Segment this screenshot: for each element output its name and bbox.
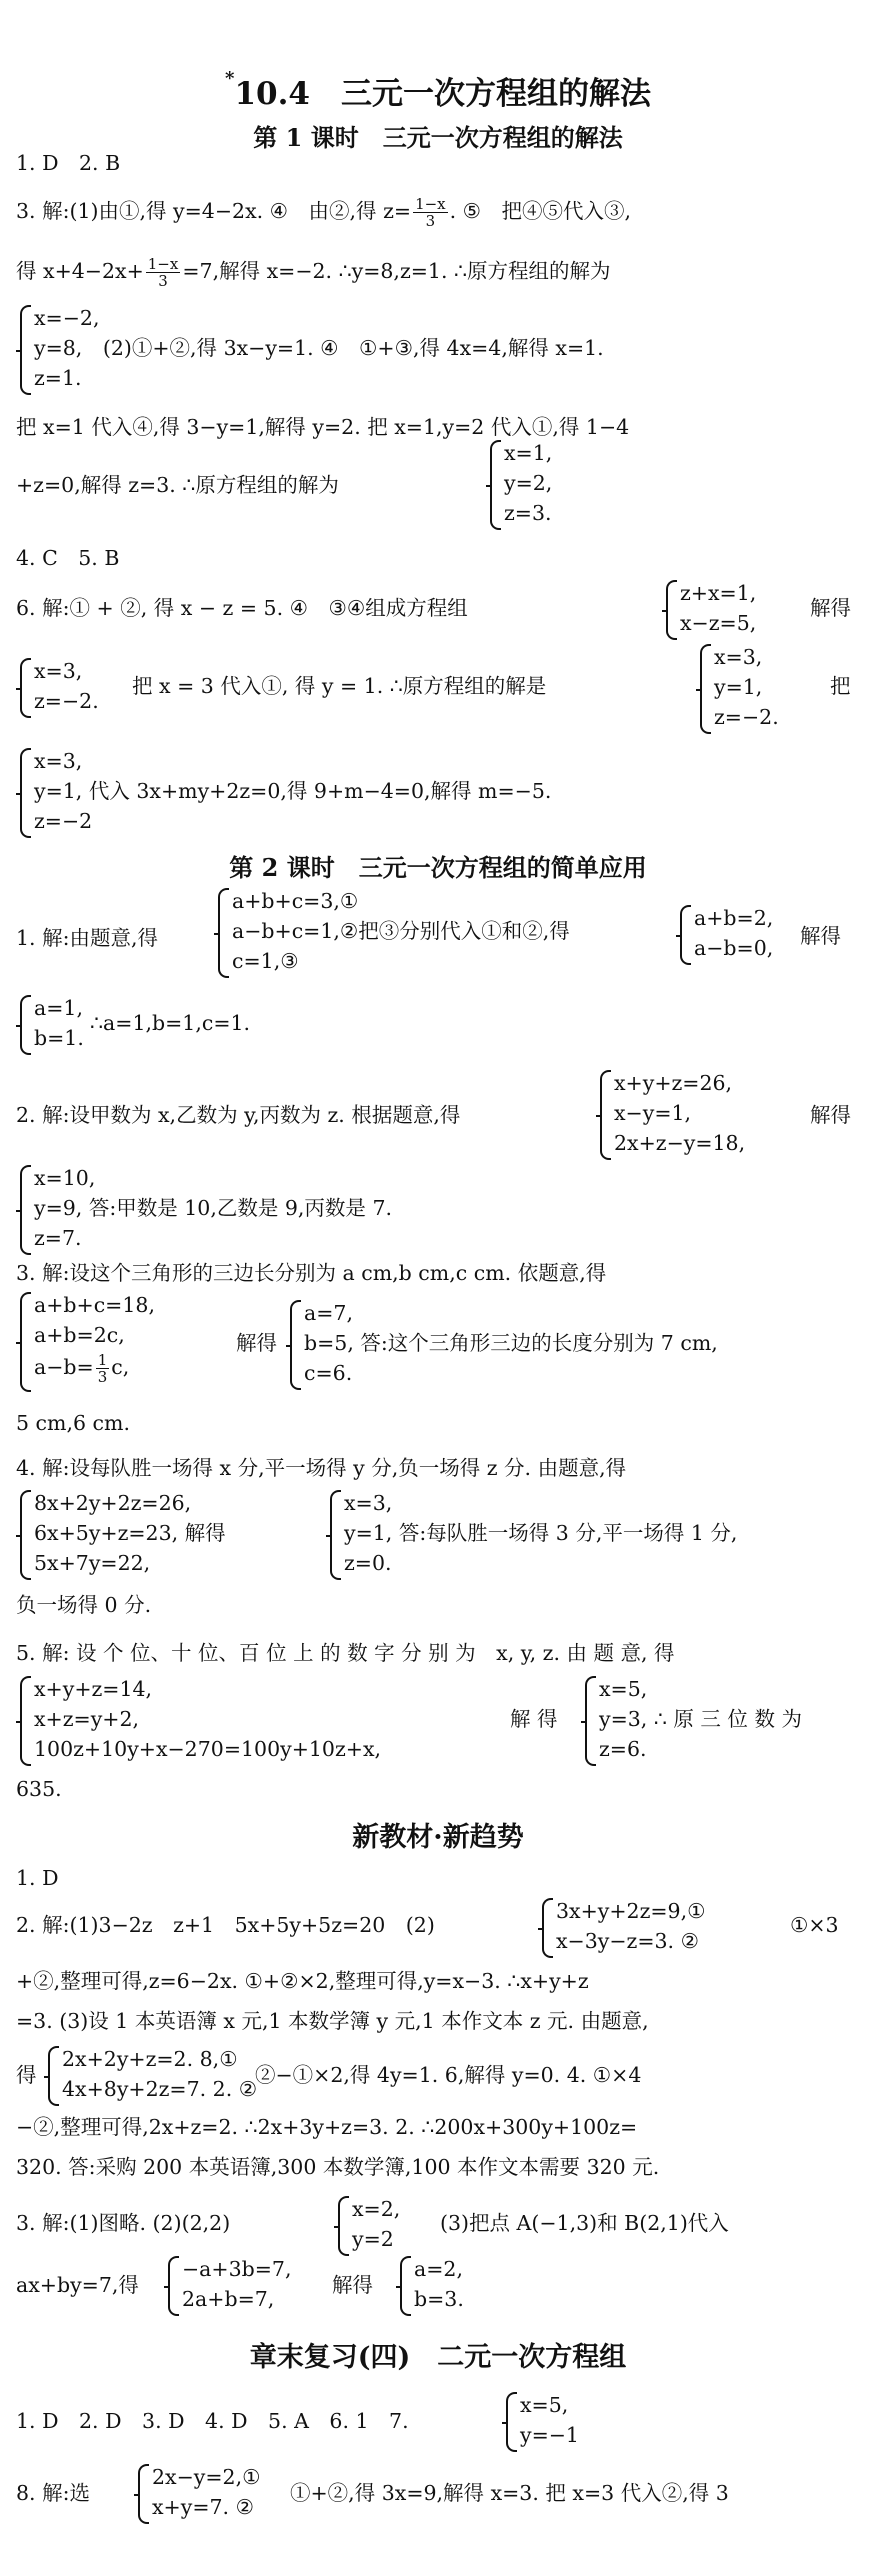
q3-line-e: +z=0,解得 z=3. ∴原方程组的解为: [16, 473, 339, 497]
title-text: 三元一次方程组的解法: [340, 76, 651, 112]
p5-line-d: 635.: [16, 1777, 62, 1801]
r8-line-a-end: ①+②,得 3x=9,解得 x=3. 把 x=3 代入②,得 3: [290, 2481, 729, 2505]
title-star: *: [225, 68, 235, 89]
p1-conclusion: ∴a=1,b=1,c=1.: [90, 1011, 251, 1035]
fraction: $\frac{1-x}{3}$: [147, 255, 179, 290]
section-new-heading: 新教材·新趋势: [352, 1822, 524, 1853]
p3-line-d: 5 cm,6 cm.: [16, 1411, 130, 1435]
n2-line-d: 得: [16, 2063, 37, 2087]
n3-solve-word: 解得: [332, 2273, 373, 2297]
section-review-heading: 章末复习(四) 二元一次方程组: [249, 2342, 627, 2373]
n3-line-a-end: (3)把点 A(−1,3)和 B(2,1)代入: [440, 2211, 729, 2235]
answer-page: *10.4 三元一次方程组的解法 第 1 课时 三元一次方程组的解法 1. D 2. B 3. 解:(1)由①,得 y=4−2x. ④ 由②,得 z= $\frac{1-x}{3}$ . ⑤ 把④⑤代入③, 得 x+4−2x+ $\frac{1-x}{3}$ =7,解得 x=−2. ∴y=8,z=1. ∴原方程组的解为 x=−2, y=8, (2)①+②,得 3x−y=1. ④ ①+③,得 4x=4,解得 x=1. z=1. 把 x=1 代入④,得 3−y=1,解得 y=2. 把 x=1,y=2 代入①,得 1−4 +z=0,解得 z=3. ∴原方程组的解为 x=1, y=2, z=3. 4. C 5. B 6. 解:① + ②, 得 x − z = 5. ④ ③④组成方程组 z+x=1, x−z=5, 解得 x=3, z=−2. 把 x = 3 代入①, 得 y = 1. ∴原方程组的解是 x=3, y=1, z=−2. 把 x=3, y=1, 代入 3x+my+2z=0,得 9+m−4=0,解得 m=−5. z=−2 第 2 课时 三元一次方程组的简单应用 1. 解:由题意,得 a+b+c=3,① a−b+c=1,②把③分别代入①和②,得 c=1,③ a+b=2, a−b=0, 解得 a=1, b=1. ∴a=1,b=1,c=1. 2. 解:设甲数为 x,乙数为 y,丙数为 z. 根据题意,得 x+y+z=26, x−y=1, 2x+z−y=18, 解得 x=10, y=9, 答:甲数是 10,乙数是 9,丙数是 7. z=7. 3. 解:设这个三角形的三边长分别为 a cm,b cm,c cm. 依题意,得 a+b+c=18, a+b=2c, a−b= $\frac{1}{3}$ c, 解得 a=7, b=5, 答:这个三角形三边的长度分别为 7 cm, c=6. 5 cm,6 cm. 4. 解:设每队胜一场得 x 分,平一场得 y 分,负一场得 z 分. 由题意,得 8x+2y+2z=26, 6x+5y+z=23, 解得 5x+7y=22, x=3, y=1, 答:每队胜一场得 3 分,平一场得 1 分, z=0. 负一场得 0 分. 5. 解: 设 个 位、十 位、百 位 上 的 数 字 分 别 为 x, y, z. 由 题 意, 得 x+y+z=14, x+z=y+2, 100z+10y+x−270=100y+10z+x, 解 得 x=5, y=3, ∴ 原 三 位 数 为 z=6. 635. 新教材·新趋势 1. D 2. 解:(1)3−2z z+1 5x+5y+5z=20 (2) 3x+y+2z=9,① x−3y−z=3. ② ①×3 +②,整理可得,z=6−2x. ①+②×2,整理可得,y=x−3. ∴x+y+z =3. (3)设 1 本英语簿 x 元,1 本数学簿 y 元,1 本作文本 z 元. 由题意, 得 2x+2y+z=2. 8,① 4x+8y+2z=7. 2. ② ②−①×2,得 4y=1. 6,解得 y=0. 4. ①×4 −②,整理可得,2x+z=2. ∴2x+3y+z=3. 2. ∴200x+300y+100z= 320. 答:采购 200 本英语簿,300 本数学簿,100 本作文本需要 320 元. 3. 解:(1)图略. (2)(2,2) x=2, y=2 (3)把点 A(−1,3)和 B(2,1)代入 ax+by=7,得 −a+3b=7, 2a+b=7, 解得 a=2, b=3. 章末复习(四) 二元一次方程组 1. D 2. D 3. D 4. D 5. A 6. 1 7. x=5, y=−1 8. 解:选 2x−y=2,① x+y=7. ② ①+②,得 3x=9,解得 x=3. 把 x=3 代入②,得 3: [0, 0, 876, 2566]
lesson2-heading: 第 2 课时 三元一次方程组的简单应用: [229, 853, 647, 882]
q6-ba-word: 把: [830, 674, 851, 698]
q3-line-a: 3. 解:(1)由①,得 y=4−2x. ④ 由②,得 z= $\frac{1-x}{3}$ . ⑤ 把④⑤代入③,: [16, 195, 632, 230]
n2-times3: ①×3: [790, 1913, 839, 1937]
p4-line-a: 4. 解:设每队胜一场得 x 分,平一场得 y 分,负一场得 z 分. 由题意,得: [16, 1456, 627, 1480]
p1-line-a: 1. 解:由题意,得: [16, 926, 158, 950]
n2-line-d-end: ②−①×2,得 4y=1. 6,解得 y=0. 4. ①×4: [255, 2063, 642, 2087]
n2-line-b: +②,整理可得,z=6−2x. ①+②×2,整理可得,y=x−3. ∴x+y+z: [16, 1969, 589, 1993]
title-number: 10.4: [234, 76, 310, 112]
section-title: [0, 68, 876, 113]
p1-solve-word: 解得: [800, 924, 841, 948]
n2-line-f: 320. 答:采购 200 本英语簿,300 本数学簿,100 本作文本需要 320 元.: [16, 2155, 660, 2179]
p5-line-a: 5. 解: 设 个 位、十 位、百 位 上 的 数 字 分 别 为 x, y, z. 由 题 意, 得: [16, 1641, 675, 1665]
q3-line-d: 把 x=1 代入④,得 3−y=1,解得 y=2. 把 x=1,y=2 代入①,得 1−4: [16, 415, 630, 439]
fraction: $\frac{1}{3}$: [97, 1351, 108, 1386]
r8-line-a: 8. 解:选: [16, 2481, 90, 2505]
n2-line-c: =3. (3)设 1 本英语簿 x 元,1 本数学簿 y 元,1 本作文本 z 元. 由题意,: [16, 2009, 649, 2033]
n2-line-a: 2. 解:(1)3−2z z+1 5x+5y+5z=20 (2): [16, 1913, 435, 1937]
answers-4-5: 4. C 5. B: [16, 546, 120, 570]
p5-solve-word: 解 得: [510, 1707, 558, 1731]
p2-line-a: 2. 解:设甲数为 x,乙数为 y,丙数为 z. 根据题意,得: [16, 1103, 461, 1127]
q6-solve-word: 解得: [810, 596, 851, 620]
q6-line-b: 把 x = 3 代入①, 得 y = 1. ∴原方程组的解是: [132, 674, 547, 698]
fraction: $\frac{1-x}{3}$: [415, 195, 446, 230]
p2-solve-word: 解得: [810, 1103, 851, 1127]
p3-line-a: 3. 解:设这个三角形的三边长分别为 a cm,b cm,c cm. 依题意,得: [16, 1261, 607, 1285]
q6-line-a: 6. 解:① + ②, 得 x − z = 5. ④ ③④组成方程组: [16, 596, 468, 620]
r1-answers: 1. D 2. D 3. D 4. D 5. A 6. 1 7.: [16, 2409, 409, 2433]
n2-line-e: −②,整理可得,2x+z=2. ∴2x+3y+z=3. 2. ∴200x+300y+100z=: [16, 2115, 638, 2139]
p4-line-d: 负一场得 0 分.: [16, 1593, 152, 1617]
q3-line-b: 得 x+4−2x+ $\frac{1-x}{3}$ =7,解得 x=−2. ∴y=8,z=1. ∴原方程组的解为: [16, 255, 611, 290]
p3-solve-word: 解得: [236, 1331, 277, 1355]
n3-line-a: 3. 解:(1)图略. (2)(2,2): [16, 2211, 231, 2235]
lesson1-heading: 第 1 课时 三元一次方程组的解法: [253, 123, 623, 152]
answers-1-2: 1. D 2. B: [16, 151, 121, 175]
n1-answer: 1. D: [16, 1866, 59, 1890]
n3-line-b: ax+by=7,得: [16, 2273, 139, 2297]
